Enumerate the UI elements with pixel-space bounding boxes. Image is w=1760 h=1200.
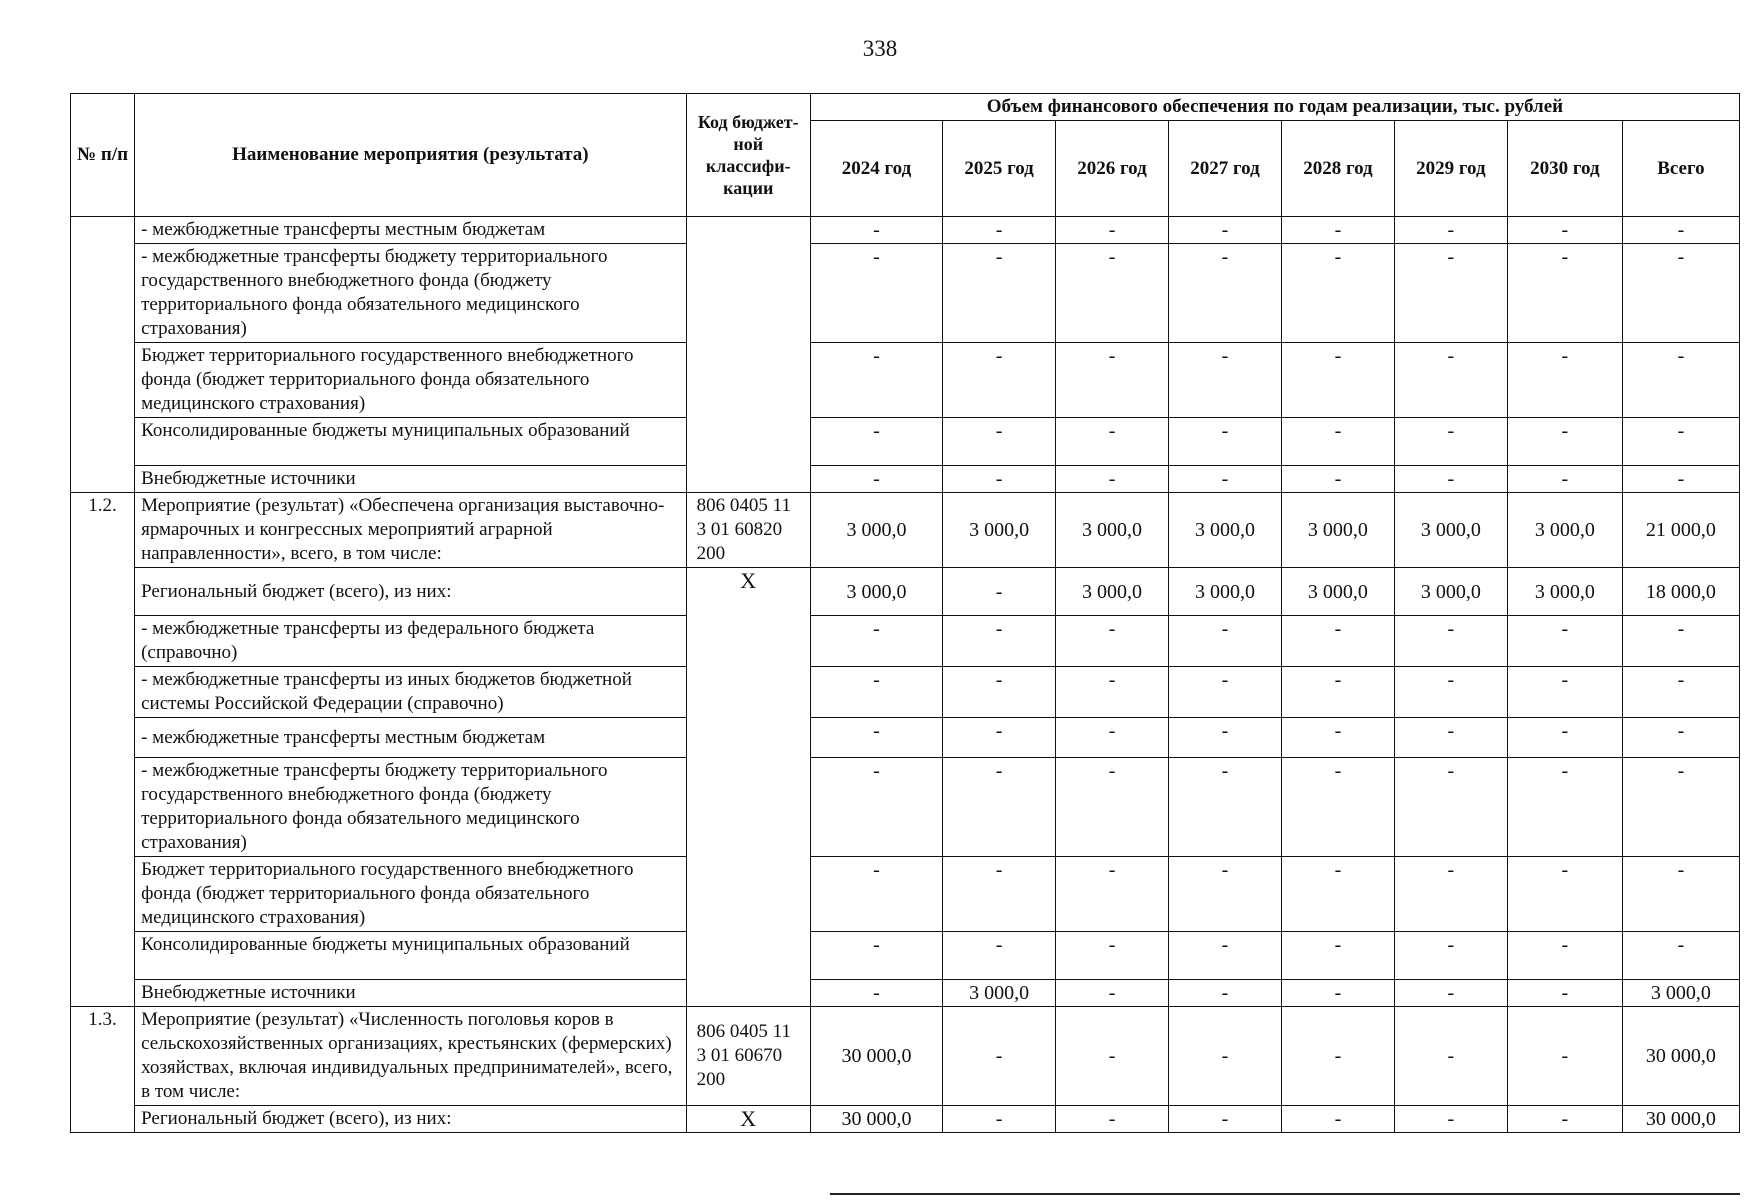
row-value: -: [1169, 980, 1282, 1007]
row-value: -: [1507, 1007, 1622, 1106]
row-value: -: [1507, 418, 1622, 466]
row-value: -: [810, 667, 942, 718]
row-value: -: [810, 418, 942, 466]
row-value: -: [1281, 980, 1394, 1007]
row-total: 21 000,0: [1622, 493, 1739, 568]
row-value: -: [1394, 244, 1507, 343]
row-total: 30 000,0: [1622, 1106, 1739, 1133]
table-row: [71, 568, 1740, 616]
table-row: [71, 244, 1740, 343]
row-value: 3 000,0: [943, 980, 1056, 1007]
row-value: -: [810, 616, 942, 667]
row-value: -: [1281, 1106, 1394, 1133]
row-value: -: [1507, 980, 1622, 1007]
row-value: -: [1281, 418, 1394, 466]
row-value: -: [943, 667, 1056, 718]
row-value: 3 000,0: [1056, 493, 1169, 568]
header-num: № п/п: [71, 94, 135, 217]
row-value: -: [1281, 718, 1394, 758]
row-total: -: [1622, 857, 1739, 932]
row-value: -: [1507, 667, 1622, 718]
row-value: -: [1394, 418, 1507, 466]
row-value: 30 000,0: [810, 1007, 942, 1106]
row-total: 30 000,0: [1622, 1007, 1739, 1106]
row-value: -: [1394, 718, 1507, 758]
header-volume: Объем финансового обеспечения по годам реализации, тыс. рублей: [810, 94, 1739, 121]
row-value: -: [810, 758, 942, 857]
row-value: -: [1169, 466, 1282, 493]
table-row: [71, 932, 1740, 980]
row-value: 3 000,0: [1169, 493, 1282, 568]
row-value: -: [943, 1106, 1056, 1133]
row-name: - межбюджетные трансферты из иных бюджетов бюджетной системы Российской Федерации (справочно): [135, 667, 687, 718]
row-num: 1.3.: [71, 1007, 135, 1133]
row-name: - межбюджетные трансферты бюджету территориального государственного внебюджетного фонда (бюджету территориального фонда обязательного медицинского страхования): [135, 758, 687, 857]
row-value: -: [943, 616, 1056, 667]
row-total: -: [1622, 718, 1739, 758]
row-value: -: [1056, 217, 1169, 244]
row-total: -: [1622, 244, 1739, 343]
row-value: -: [1394, 1106, 1507, 1133]
row-name: Региональный бюджет (всего), из них:: [135, 1106, 687, 1133]
row-value: -: [1056, 244, 1169, 343]
row-value: 3 000,0: [1507, 493, 1622, 568]
row-value: -: [1507, 758, 1622, 857]
row-value: -: [1169, 932, 1282, 980]
table-row: [71, 343, 1740, 418]
row-value: -: [1281, 758, 1394, 857]
row-total: -: [1622, 932, 1739, 980]
row-total: -: [1622, 217, 1739, 244]
financing-table: [70, 93, 1740, 1133]
row-value: -: [1056, 418, 1169, 466]
row-value: -: [1056, 857, 1169, 932]
row-value: -: [943, 244, 1056, 343]
row-value: -: [1394, 667, 1507, 718]
row-value: -: [1169, 1106, 1282, 1133]
row-value: -: [1281, 616, 1394, 667]
row-name: - межбюджетные трансферты местным бюджетам: [135, 217, 687, 244]
row-value: -: [1507, 718, 1622, 758]
row-code: [686, 217, 810, 493]
row-value: 3 000,0: [810, 493, 942, 568]
table-body: [71, 217, 1740, 1133]
row-total: -: [1622, 466, 1739, 493]
row-value: 3 000,0: [810, 568, 942, 616]
table-row: [71, 616, 1740, 667]
row-name: - межбюджетные трансферты бюджету территориального государственного внебюджетного фонда (бюджету территориального фонда обязательного медицинского страхования): [135, 244, 687, 343]
row-value: -: [810, 980, 942, 1007]
row-value: 3 000,0: [1394, 493, 1507, 568]
row-total: -: [1622, 616, 1739, 667]
row-value: -: [1281, 343, 1394, 418]
row-value: -: [1394, 980, 1507, 1007]
header-total: Всего: [1622, 121, 1739, 217]
row-value: -: [1281, 466, 1394, 493]
row-value: -: [1394, 758, 1507, 857]
row-value: -: [810, 244, 942, 343]
row-value: -: [1169, 418, 1282, 466]
row-total: -: [1622, 343, 1739, 418]
row-value: -: [810, 466, 942, 493]
row-name: Мероприятие (результат) «Обеспечена организация выставочно-ярмарочных и конгрессных мероприятий аграрной направленности», всего, в том числе:: [135, 493, 687, 568]
row-name: Консолидированные бюджеты муниципальных образований: [135, 932, 687, 980]
table-row: [71, 980, 1740, 1007]
header-year: 2030 год: [1507, 121, 1622, 217]
row-name: Мероприятие (результат) «Численность поголовья коров в сельскохозяйственных организациях, крестьянских (фермерских) хозяйствах, включая индивидуальных предпринимателей», всего, в том числе:: [135, 1007, 687, 1106]
table-row: [71, 667, 1740, 718]
row-value: -: [943, 718, 1056, 758]
row-num: [71, 217, 135, 493]
header-year: 2024 год: [810, 121, 942, 217]
row-name: - межбюджетные трансферты из федерального бюджета (справочно): [135, 616, 687, 667]
row-value: -: [1169, 667, 1282, 718]
row-num: 1.2.: [71, 493, 135, 1007]
row-value: 3 000,0: [943, 493, 1056, 568]
page-number: 338: [862, 36, 898, 61]
row-total: 3 000,0: [1622, 980, 1739, 1007]
row-value: -: [1507, 466, 1622, 493]
row-value: -: [943, 1007, 1056, 1106]
row-value: -: [1169, 758, 1282, 857]
table-row: [71, 418, 1740, 466]
row-value: -: [1169, 1007, 1282, 1106]
row-value: -: [1507, 1106, 1622, 1133]
row-value: 3 000,0: [1169, 568, 1282, 616]
row-value: -: [1056, 758, 1169, 857]
table-row: [71, 857, 1740, 932]
row-value: -: [1169, 718, 1282, 758]
row-value: 3 000,0: [1056, 568, 1169, 616]
row-value: -: [1394, 857, 1507, 932]
row-value: -: [943, 466, 1056, 493]
row-value: -: [1507, 217, 1622, 244]
row-value: -: [1056, 1106, 1169, 1133]
row-name: Внебюджетные источники: [135, 980, 687, 1007]
row-name: Бюджет территориального государственного внебюджетного фонда (бюджет территориального фонда обязательного медицинского страхования): [135, 343, 687, 418]
row-value: -: [943, 758, 1056, 857]
row-value: -: [1056, 343, 1169, 418]
row-value: -: [1056, 718, 1169, 758]
row-value: -: [1507, 616, 1622, 667]
row-value: -: [1507, 932, 1622, 980]
table-row: [71, 1007, 1740, 1106]
row-code-x: Х: [686, 1106, 810, 1133]
row-value: -: [943, 217, 1056, 244]
row-code: 806 0405 11 3 01 60820 200: [686, 493, 810, 568]
row-value: -: [1507, 343, 1622, 418]
row-value: -: [1281, 217, 1394, 244]
row-value: 3 000,0: [1281, 568, 1394, 616]
header-code: Код бюджет-ной классифи-кации: [686, 94, 810, 217]
row-code: 806 0405 11 3 01 60670 200: [686, 1007, 810, 1106]
row-value: -: [943, 343, 1056, 418]
row-value: -: [1056, 1007, 1169, 1106]
row-value: -: [1507, 244, 1622, 343]
row-value: -: [1281, 857, 1394, 932]
row-value: -: [1056, 616, 1169, 667]
header-year: 2027 год: [1169, 121, 1282, 217]
table-row: [71, 466, 1740, 493]
row-value: -: [1281, 1007, 1394, 1106]
header-year: 2029 год: [1394, 121, 1507, 217]
row-value: -: [810, 217, 942, 244]
row-value: -: [1169, 217, 1282, 244]
row-name: Региональный бюджет (всего), из них:: [135, 568, 687, 616]
row-value: -: [1281, 932, 1394, 980]
row-value: -: [810, 857, 942, 932]
row-value: -: [1394, 932, 1507, 980]
header-name: Наименование мероприятия (результата): [135, 94, 687, 217]
row-total: 18 000,0: [1622, 568, 1739, 616]
row-name: Консолидированные бюджеты муниципальных образований: [135, 418, 687, 466]
table-row: [71, 493, 1740, 568]
row-value: -: [1169, 244, 1282, 343]
row-name: - межбюджетные трансферты местным бюджетам: [135, 718, 687, 758]
row-value: -: [943, 857, 1056, 932]
row-total: -: [1622, 667, 1739, 718]
row-value: -: [1169, 343, 1282, 418]
bottom-rule: [830, 1193, 1740, 1195]
row-value: -: [810, 932, 942, 980]
row-value: -: [943, 418, 1056, 466]
row-value: -: [810, 343, 942, 418]
row-value: -: [1056, 932, 1169, 980]
table-row: [71, 217, 1740, 244]
header-year: 2028 год: [1281, 121, 1394, 217]
table-row: [71, 1106, 1740, 1133]
row-value: 3 000,0: [1394, 568, 1507, 616]
row-value: -: [1507, 857, 1622, 932]
row-value: -: [1281, 667, 1394, 718]
row-value: -: [810, 718, 942, 758]
row-name: Внебюджетные источники: [135, 466, 687, 493]
table-row: [71, 718, 1740, 758]
row-value: -: [1169, 616, 1282, 667]
row-value: -: [1394, 343, 1507, 418]
row-value: -: [1394, 616, 1507, 667]
row-value: -: [1169, 857, 1282, 932]
row-value: 3 000,0: [1507, 568, 1622, 616]
row-value: -: [943, 932, 1056, 980]
row-value: 3 000,0: [1281, 493, 1394, 568]
row-value: 30 000,0: [810, 1106, 942, 1133]
row-value: -: [1394, 466, 1507, 493]
row-value: -: [943, 568, 1056, 616]
row-value: -: [1056, 980, 1169, 1007]
row-value: -: [1394, 217, 1507, 244]
header-year: 2025 год: [943, 121, 1056, 217]
row-total: -: [1622, 758, 1739, 857]
row-value: -: [1281, 244, 1394, 343]
row-code-x: Х: [686, 568, 810, 1007]
row-value: -: [1056, 667, 1169, 718]
row-value: -: [1056, 466, 1169, 493]
row-total: -: [1622, 418, 1739, 466]
table-row: [71, 758, 1740, 857]
row-value: -: [1394, 1007, 1507, 1106]
row-name: Бюджет территориального государственного внебюджетного фонда (бюджет территориального фонда обязательного медицинского страхования): [135, 857, 687, 932]
header-year: 2026 год: [1056, 121, 1169, 217]
